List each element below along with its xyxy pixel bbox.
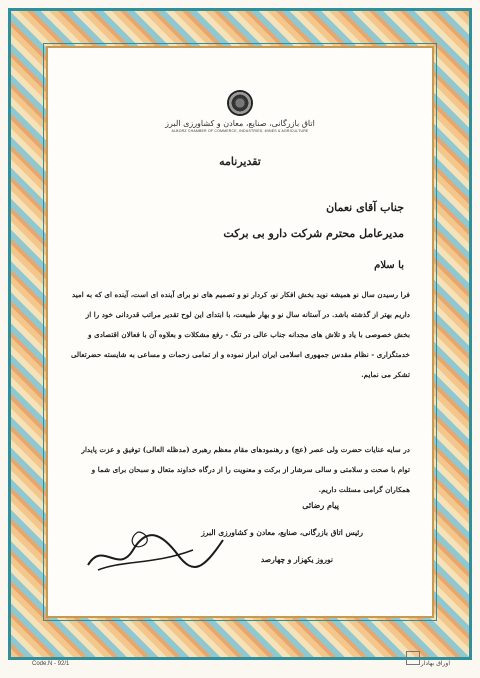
recipient-block (74, 195, 404, 247)
footer-note: اوراق بهادار (420, 660, 450, 667)
signature-block (123, 500, 363, 590)
chamber-header (58, 90, 422, 133)
issue-date: نوروز یکهزار و چهارصد (260, 555, 333, 564)
signer-position: رئیس اتاق بازرگانی، صنایع، معادن و کشاورزی البرز (201, 528, 363, 537)
document-code: Code.N - 92/1 (32, 661, 70, 667)
recipient-name: جناب آقای نعمان (326, 201, 404, 214)
body-paragraph-1: فرا رسیدن سال نو همیشه نوید بخش افکار نو، کردار نو و تصمیم های نو برای آینده ای است، آینده ای که به امید داریم بهتر از گذشته باشد. در آستانه سال نو و بهار طبیعت، با ابتدای این لوح تقدیر مراتب قدردانی خود را از بخش خصوصی با یاد و تلاش های مجدانه جناب عالی در تنگ - رفع مشکلات و بعلاوه آن با فعالان اقتصادی و خدمتگزاری - نظام مقدس جمهوری اسلامی ایران ابراز نموده و از تمامی زحمات و مساعی به شایسته حضرتعالی تشکر می نمایم. (70, 290, 410, 379)
signer-name: پیام رضائی (302, 500, 339, 510)
greeting: با سلام (374, 260, 404, 271)
certificate-content (58, 70, 422, 610)
document-title: تقدیرنامه (219, 155, 261, 168)
chamber-name-en: ALBORZ CHAMBER OF COMMERCE, INDUSTRIES, MINES & AGRICULTURE (171, 129, 309, 133)
chamber-logo-icon (227, 90, 253, 116)
stamp-icon (406, 651, 420, 665)
chamber-name-fa: اتاق بازرگانی، صنایع، معادن و کشاورزی البرز (165, 119, 315, 128)
body-paragraph-2: در سایه عنایات حضرت ولی عصر (عج) و رهنمودهای مقام معظم رهبری (مدظله العالی) توفیق و عزت پایدار توام با صحت و سلامتی و سالی سرشار از برکت و معنویت را از درگاه خداوند متعال و سبحان برای شما و همکاران گرامی مسئلت داریم. (81, 445, 410, 494)
recipient-title: مدیرعامل محترم شرکت دارو بی برکت (223, 227, 404, 240)
